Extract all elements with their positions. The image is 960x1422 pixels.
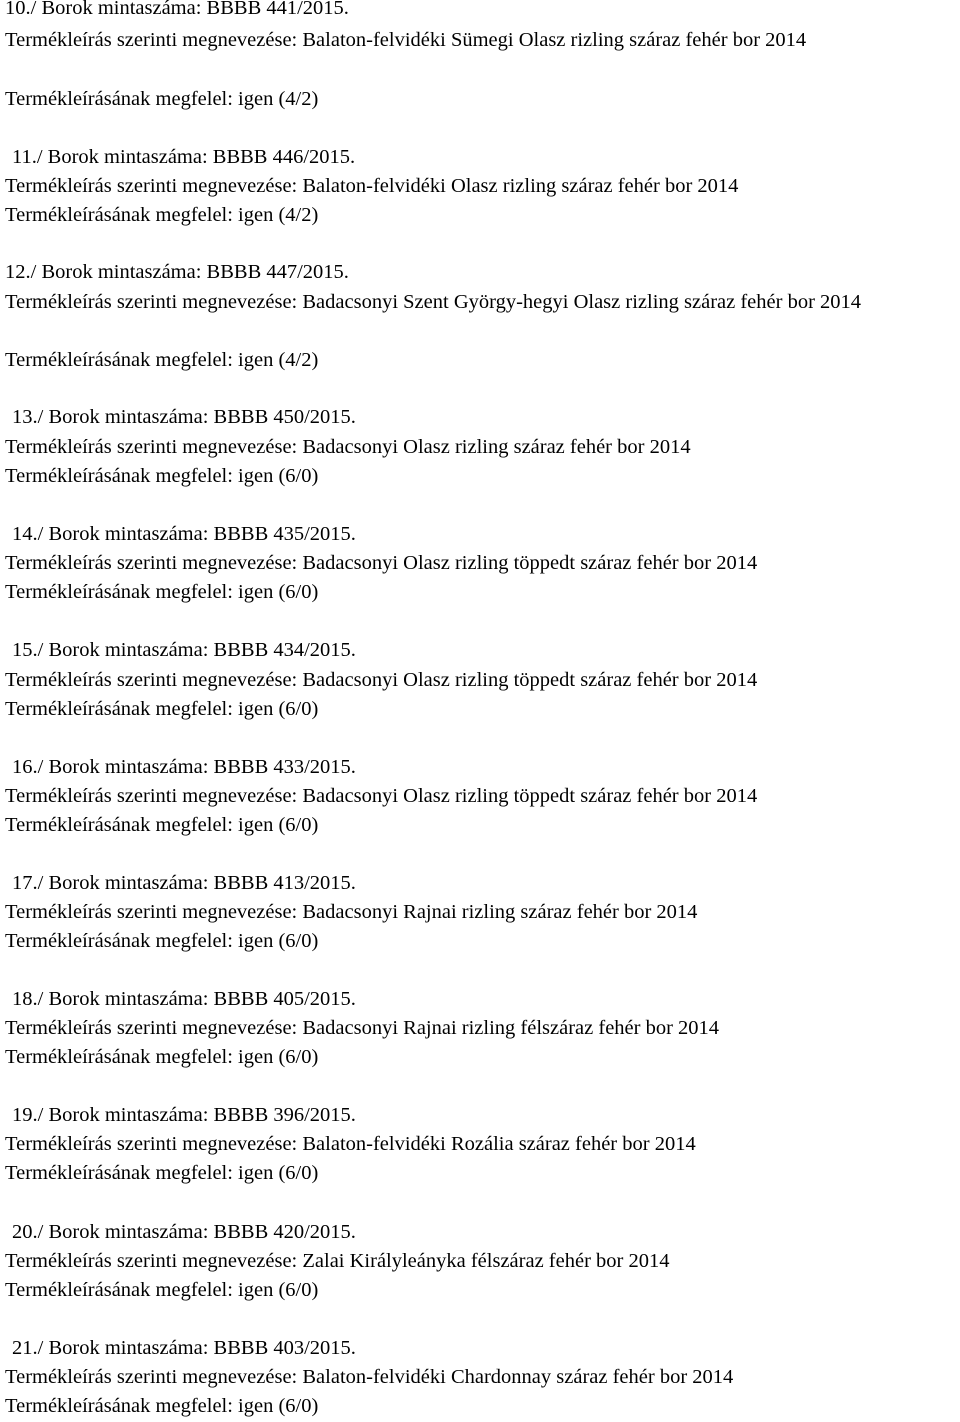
compliance-status: Termékleírásának megfelel: igen (6/0) [5,581,319,603]
sample-number: 18./ Borok mintaszáma: BBBB 405/2015. [12,988,356,1010]
sample-number: 17./ Borok mintaszáma: BBBB 413/2015. [12,872,356,894]
compliance-status: Termékleírásának megfelel: igen (6/0) [5,1395,319,1417]
compliance-status: Termékleírásának megfelel: igen (4/2) [5,88,319,110]
compliance-status: Termékleírásának megfelel: igen (6/0) [5,1162,319,1184]
sample-number: 21./ Borok mintaszáma: BBBB 403/2015. [12,1337,356,1359]
compliance-status: Termékleírásának megfelel: igen (6/0) [5,1046,319,1068]
product-description: Termékleírás szerinti megnevezése: Badacsonyi Olasz rizling töppedt száraz fehér bor 2014 [5,785,758,807]
product-description: Termékleírás szerinti megnevezése: Balaton-felvidéki Olasz rizling száraz fehér bor 2014 [5,175,739,197]
compliance-status: Termékleírásának megfelel: igen (6/0) [5,698,319,720]
product-description: Termékleírás szerinti megnevezése: Balaton-felvidéki Sümegi Olasz rizling száraz fehér bor 2014 [5,29,807,51]
product-description: Termékleírás szerinti megnevezése: Badacsonyi Rajnai rizling félszáraz fehér bor 2014 [5,1017,720,1039]
product-description: Termékleírás szerinti megnevezése: Zalai Királyleányka félszáraz fehér bor 2014 [5,1250,670,1272]
sample-number: 16./ Borok mintaszáma: BBBB 433/2015. [12,756,356,778]
sample-number: 11./ Borok mintaszáma: BBBB 446/2015. [12,146,356,168]
sample-number: 12./ Borok mintaszáma: BBBB 447/2015. [5,261,349,283]
sample-number: 13./ Borok mintaszáma: BBBB 450/2015. [12,406,356,428]
product-description: Termékleírás szerinti megnevezése: Balaton-felvidéki Chardonnay száraz fehér bor 2014 [5,1366,734,1388]
compliance-status: Termékleírásának megfelel: igen (6/0) [5,465,319,487]
sample-number: 15./ Borok mintaszáma: BBBB 434/2015. [12,639,356,661]
product-description: Termékleírás szerinti megnevezése: Badacsonyi Olasz rizling töppedt száraz fehér bor 2014 [5,552,758,574]
sample-number: 14./ Borok mintaszáma: BBBB 435/2015. [12,523,356,545]
product-description: Termékleírás szerinti megnevezése: Badacsonyi Olasz rizling töppedt száraz fehér bor 2014 [5,669,758,691]
compliance-status: Termékleírásának megfelel: igen (4/2) [5,349,319,371]
compliance-status: Termékleírásának megfelel: igen (6/0) [5,814,319,836]
product-description: Termékleírás szerinti megnevezése: Balaton-felvidéki Rozália száraz fehér bor 2014 [5,1133,696,1155]
product-description: Termékleírás szerinti megnevezése: Badacsonyi Szent György-hegyi Olasz rizling száraz fehér bor 2014 [5,291,862,313]
product-description: Termékleírás szerinti megnevezése: Badacsonyi Rajnai rizling száraz fehér bor 2014 [5,901,698,923]
compliance-status: Termékleírásának megfelel: igen (6/0) [5,930,319,952]
compliance-status: Termékleírásának megfelel: igen (6/0) [5,1279,319,1301]
sample-number: 10./ Borok mintaszáma: BBBB 441/2015. [5,0,349,19]
sample-number: 20./ Borok mintaszáma: BBBB 420/2015. [12,1221,356,1243]
sample-number: 19./ Borok mintaszáma: BBBB 396/2015. [12,1104,356,1126]
product-description: Termékleírás szerinti megnevezése: Badacsonyi Olasz rizling száraz fehér bor 2014 [5,436,691,458]
compliance-status: Termékleírásának megfelel: igen (4/2) [5,204,319,226]
